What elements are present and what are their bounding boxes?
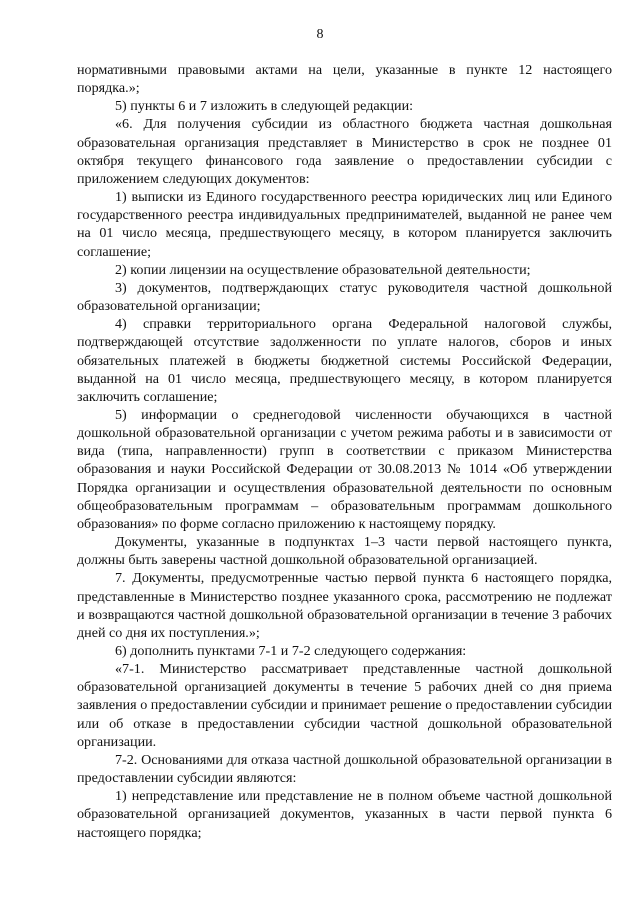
paragraph: 4) справки территориального органа Федеральной налоговой службы, подтверждающей отсутствие задолженности по уплате налогов, сборов и иных обязательных платежей в бюджеты бюджетной системы Российской Федерации, выданной на 01 число месяца, предшествующего месяцу, в котором планируется заключить соглашение; (77, 316, 612, 405)
paragraph: «6. Для получения субсидии из областного бюджета частная дошкольная образовательная организация представляет в Министерство в срок не позднее 01 октября текущего финансового года заявление о предоставлении субсидии с приложением следующих документов: (77, 116, 612, 187)
document-body (77, 61, 612, 842)
paragraph: 2) копии лицензии на осуществление образовательной деятельности; (115, 261, 531, 278)
paragraph: «7-1. Министерство рассматривает представленные частной дошкольной образовательной организацией документы в течение 5 рабочих дней со дня приема заявления о предоставлении субсидии и принимает решение о предоставлении субсидии или об отказе в предоставлении субсидии частной дошкольной образовательной организации. (77, 661, 612, 750)
paragraph: 7-2. Основаниями для отказа частной дошкольной образовательной организации в предоставлении субсидии являются: (77, 751, 612, 787)
paragraph: Документы, указанные в подпунктах 1–3 части первой настоящего пункта, должны быть заверены частной дошкольной образовательной организацией. (77, 534, 612, 569)
paragraph: 6) дополнить пунктами 7-1 и 7-2 следующего содержания: (115, 643, 467, 659)
paragraph: нормативными правовыми актами на цели, указанные в пункте 12 настоящего порядка.»; (77, 62, 612, 97)
paragraph: 7. Документы, предусмотренные частью первой пункта 6 настоящего порядка, представленные в Министерство позднее указанного срока, рассмотрению не подлежат и возвращаются частной дошкольной образовательной организации в течение 3 рабочих дней со дня их поступления.»; (77, 570, 612, 641)
paragraph: 5) информации о среднегодовой численности обучающихся в частной дошкольной образовательной организации с учетом режима работы и в зависимости от вида (типа, направленности) групп в соответствии с приказом Министерства образования и науки Российской Федерации от 30.08.2013 № 1014 «Об утверждении Порядка организации и осуществления образовательной деятельности по основным общеобразовательным программам – образовательным программам дошкольного образования» по форме согласно приложению к настоящему порядку. (77, 406, 612, 532)
page-number: 8 (316, 27, 324, 42)
paragraph: 3) документов, подтверждающих статус руководителя частной дошкольной образовательной организации; (77, 279, 612, 315)
paragraph: 5) пункты 6 и 7 изложить в следующей редакции: (115, 98, 414, 115)
paragraph: 1) непредставление или представление не в полном объеме частной дошкольной образовательной организацией документов, указанных в части первой пункта 6 настоящего порядка; (77, 788, 612, 841)
paragraph: 1) выписки из Единого государственного реестра юридических лиц или Единого государственного реестра индивидуальных предпринимателей, выданной не ранее чем на 01 число месяца, предшествующего месяцу, в котором планируется заключить соглашение; (77, 189, 612, 260)
